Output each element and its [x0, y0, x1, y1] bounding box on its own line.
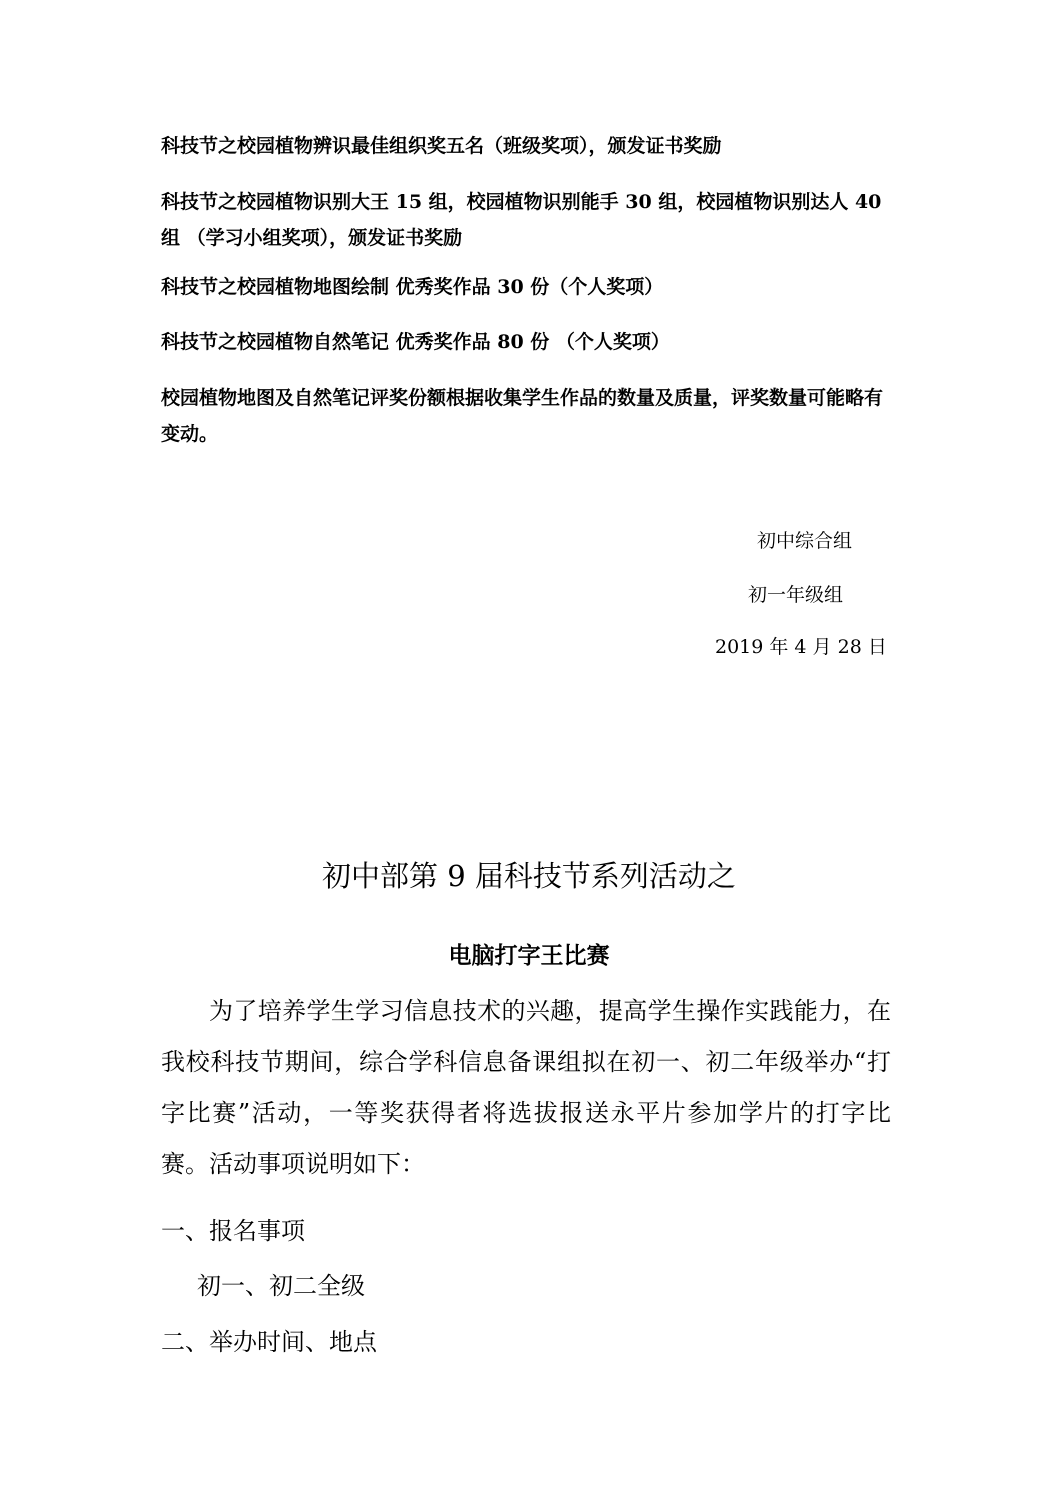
page-subtitle: 电脑打字王比赛	[448, 942, 610, 969]
award-line-nature-notes: 科技节之校园植物自然笔记 优秀奖作品 80 份 （个人奖项）	[161, 331, 670, 353]
award-line-map-drawing: 科技节之校园植物地图绘制 优秀奖作品 30 份（个人奖项）	[161, 276, 664, 298]
signature-date: 2019 年 4 月 28 日	[715, 636, 887, 658]
section-heading-registration: 一、报名事项	[161, 1217, 305, 1245]
signature-org-1: 初中综合组	[757, 530, 853, 552]
section-heading-time-place: 二、举办时间、地点	[161, 1328, 377, 1356]
award-note: 校园植物地图及自然笔记评奖份额根据收集学生作品的数量及质量，评奖数量可能略有变动。	[161, 387, 884, 445]
section-content-registration: 初一、初二全级	[197, 1272, 365, 1300]
award-line-identification: 科技节之校园植物识别大王 15 组，校园植物识别能手 30 组，校园植物识别达人 40 组 （学习小组奖项），颁发证书奖励	[161, 191, 882, 249]
signature-org-2: 初一年级组	[748, 584, 844, 606]
intro-paragraph: 为了培养学生学习信息技术的兴趣，提高学生操作实践能力，在我校科技节期间，综合学科信息备课组拟在初一、初二年级举办“打字比赛”活动，一等奖获得者将选拔报送永平片参加学片的打字比赛。活动事项说明如下：	[161, 997, 891, 1178]
page-title: 初中部第 9 届科技节系列活动之	[322, 859, 736, 893]
award-line-organization: 科技节之校园植物辨识最佳组织奖五名（班级奖项），颁发证书奖励	[161, 135, 722, 157]
